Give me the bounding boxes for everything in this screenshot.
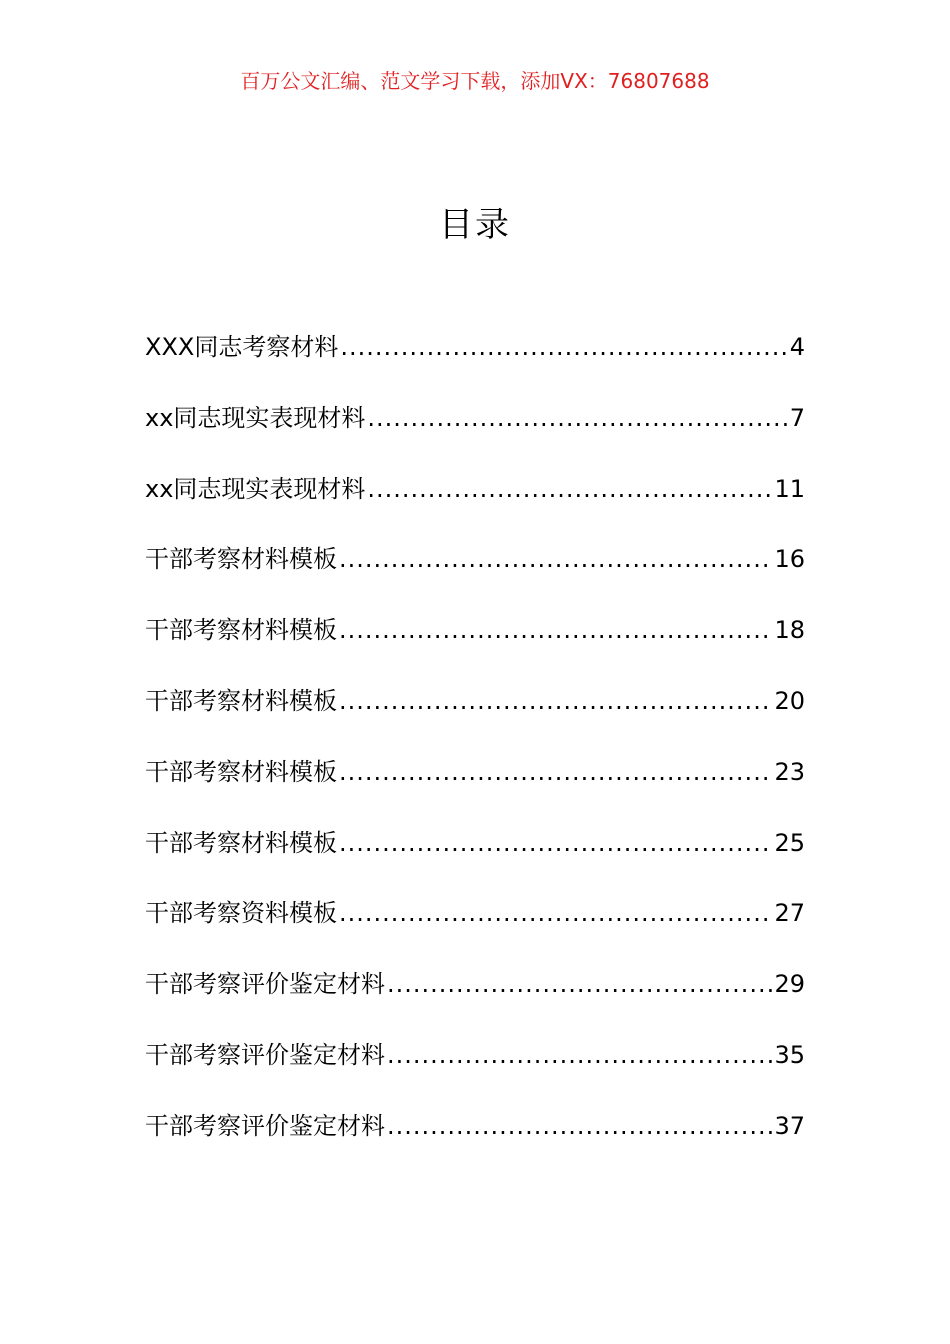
toc-entry-label: 干部考察材料模板	[145, 686, 337, 715]
toc-entry[interactable]	[145, 964, 805, 1035]
toc-entry-label: 干部考察评价鉴定材料	[145, 1040, 385, 1069]
toc-entry-label: 干部考察材料模板	[145, 828, 337, 857]
toc-entry[interactable]	[145, 398, 805, 469]
toc-dot-leader	[339, 823, 772, 863]
toc-entry[interactable]	[145, 893, 805, 964]
toc-dot-leader	[387, 1106, 772, 1146]
toc-dot-leader	[340, 327, 787, 367]
toc-entry-page: 29	[774, 970, 805, 999]
toc-entry[interactable]	[145, 539, 805, 610]
toc-dot-leader	[339, 681, 772, 721]
toc-entry[interactable]	[145, 1035, 805, 1106]
toc-dot-leader	[339, 752, 772, 792]
toc-entry-page: 7	[789, 403, 805, 432]
toc-entry-page: 11	[774, 474, 805, 503]
toc-entry[interactable]	[145, 469, 805, 540]
toc-entry[interactable]	[145, 823, 805, 894]
toc-entry-page: 27	[774, 899, 805, 928]
toc-entry[interactable]	[145, 327, 805, 398]
toc-dot-leader	[339, 539, 772, 579]
toc-entry[interactable]	[145, 681, 805, 752]
toc-entry-page: 4	[789, 333, 805, 361]
toc-dot-leader	[387, 964, 772, 1004]
toc-entry-page: 20	[774, 686, 805, 715]
toc-dot-leader	[387, 1035, 772, 1075]
toc-dot-leader	[339, 610, 772, 650]
toc-entry[interactable]	[145, 752, 805, 823]
toc-entry-label: 干部考察材料模板	[145, 757, 337, 786]
toc-title: 目录	[439, 205, 511, 245]
toc-entry[interactable]	[145, 610, 805, 681]
toc-entry-page: 37	[774, 1111, 805, 1140]
toc-entry[interactable]	[145, 1106, 805, 1177]
toc-entry-label: 干部考察材料模板	[145, 616, 337, 645]
toc-entry-label: xx同志现实表现材料	[145, 403, 366, 432]
toc-entry-page: 35	[774, 1040, 805, 1069]
toc-entry-label: 干部考察材料模板	[145, 545, 337, 574]
toc-dot-leader	[339, 893, 772, 933]
header-note: 百万公文汇编、范文学习下载，添加VX：76807688	[240, 69, 710, 93]
toc-entry-page: 25	[774, 828, 805, 857]
toc-entry-label: xx同志现实表现材料	[145, 474, 366, 503]
toc-entry-page: 18	[774, 616, 805, 645]
toc-entry-page: 23	[774, 757, 805, 786]
toc-entry-label: 干部考察评价鉴定材料	[145, 1111, 385, 1140]
toc-entry-label: 干部考察资料模板	[145, 899, 337, 928]
toc-entry-label: 干部考察评价鉴定材料	[145, 970, 385, 999]
toc-dot-leader	[367, 398, 787, 438]
toc-entry-page: 16	[774, 545, 805, 574]
toc-dot-leader	[367, 469, 772, 509]
toc-list	[145, 327, 805, 1177]
toc-entry-label: XXX同志考察材料	[145, 333, 339, 361]
